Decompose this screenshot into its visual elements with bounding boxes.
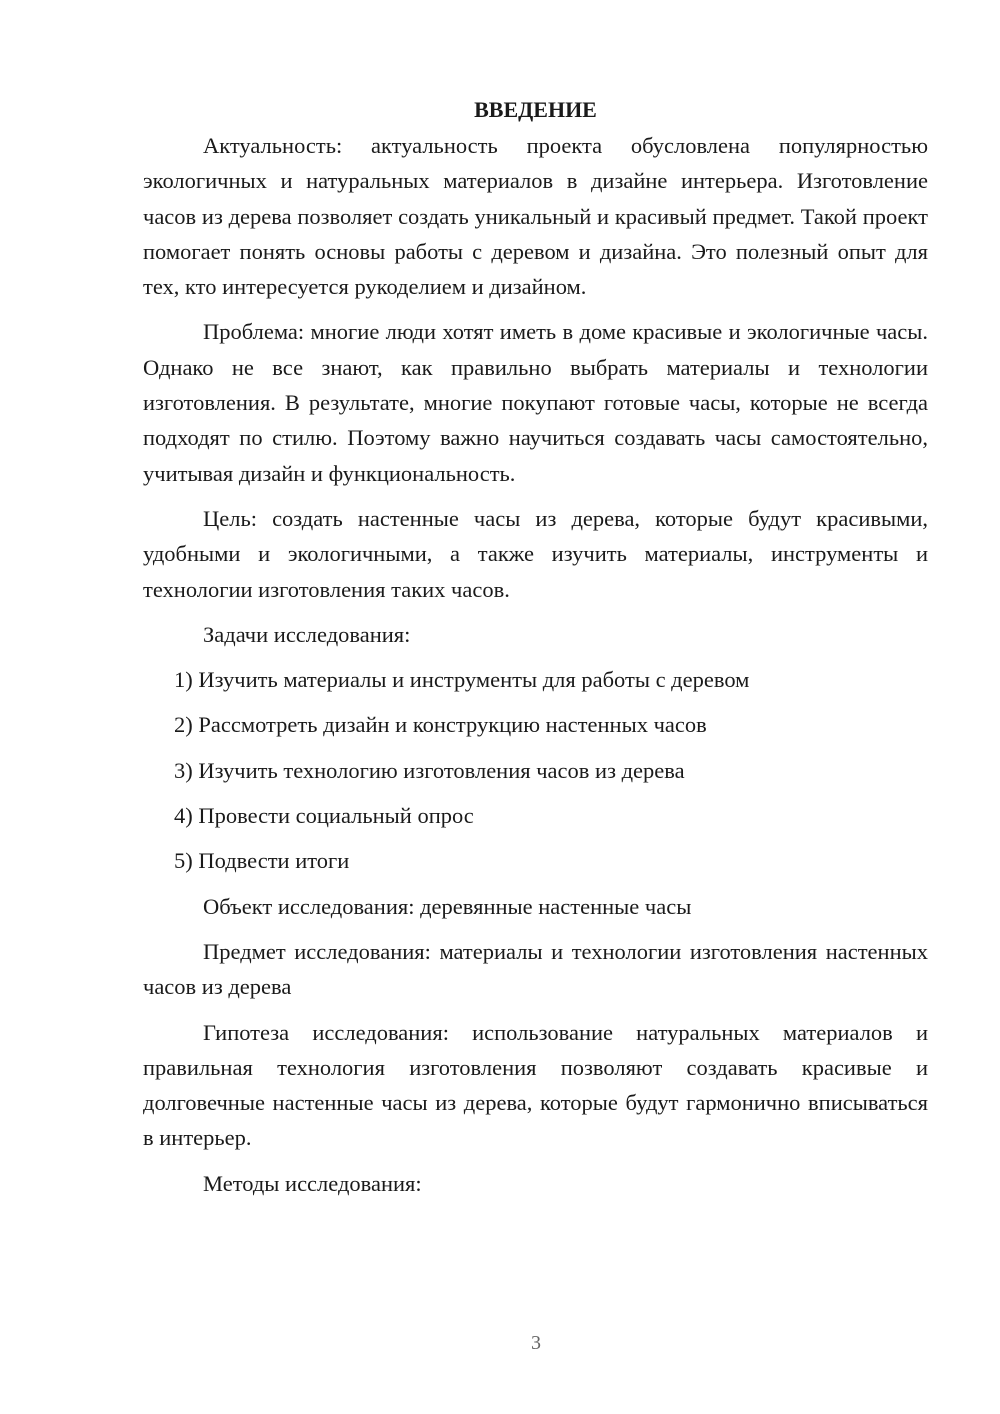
paragraph-goal: Цель: создать настенные часы из дерева, которые будут красивыми, удобными и экологичными, а также изучить материалы, инструменты и технологии изготовления таких часов. (143, 505, 928, 602)
paragraph-hypothesis: Гипотеза исследования: использование натуральных материалов и правильная технология изготовления позволяют создавать красивые и долговечные настенные часы из дерева, которые будут гармонично вписываться в интерьер. (143, 1019, 928, 1151)
paragraph-problem: Проблема: многие люди хотят иметь в доме красивые и экологичные часы. Однако не все знают, как правильно выбрать материалы и технологии изготовления. В результате, многие покупают готовые часы, которые не всегда подходят по стилю. Поэтому важно научиться создавать часы самостоятельно, учитывая дизайн и функциональность. (143, 319, 928, 486)
list-item: 3) Изучить технологию изготовления часов из дерева (174, 757, 685, 783)
paragraph-subject: Предмет исследования: материалы и технологии изготовления настенных часов из дерева (143, 938, 928, 1000)
paragraph-relevance: Актуальность: актуальность проекта обусловлена популярностью экологичных и натуральных материалов в дизайне интерьера. Изготовление часов из дерева позволяет создать уникальный и красивый предмет. Такой проект помогает понять основы работы с деревом и дизайна. Это полезный опыт для тех, кто интересуется рукоделием и дизайном. (143, 133, 928, 300)
page-number: 3 (531, 1332, 541, 1354)
page-title: ВВЕДЕНИЕ (474, 97, 597, 122)
list-item: 4) Провести социальный опрос (174, 803, 474, 829)
document-page (143, 92, 928, 1211)
paragraph-methods: Методы исследования: (203, 1170, 422, 1196)
list-item: 5) Подвести итоги (174, 848, 350, 874)
list-item: 2) Рассмотреть дизайн и конструкцию настенных часов (174, 712, 707, 738)
paragraph-object: Объект исследования: деревянные настенные часы (203, 893, 692, 919)
list-item: 1) Изучить материалы и инструменты для работы с деревом (174, 667, 750, 693)
paragraph-tasks-heading: Задачи исследования: (203, 621, 411, 647)
tasks-list (143, 662, 928, 878)
